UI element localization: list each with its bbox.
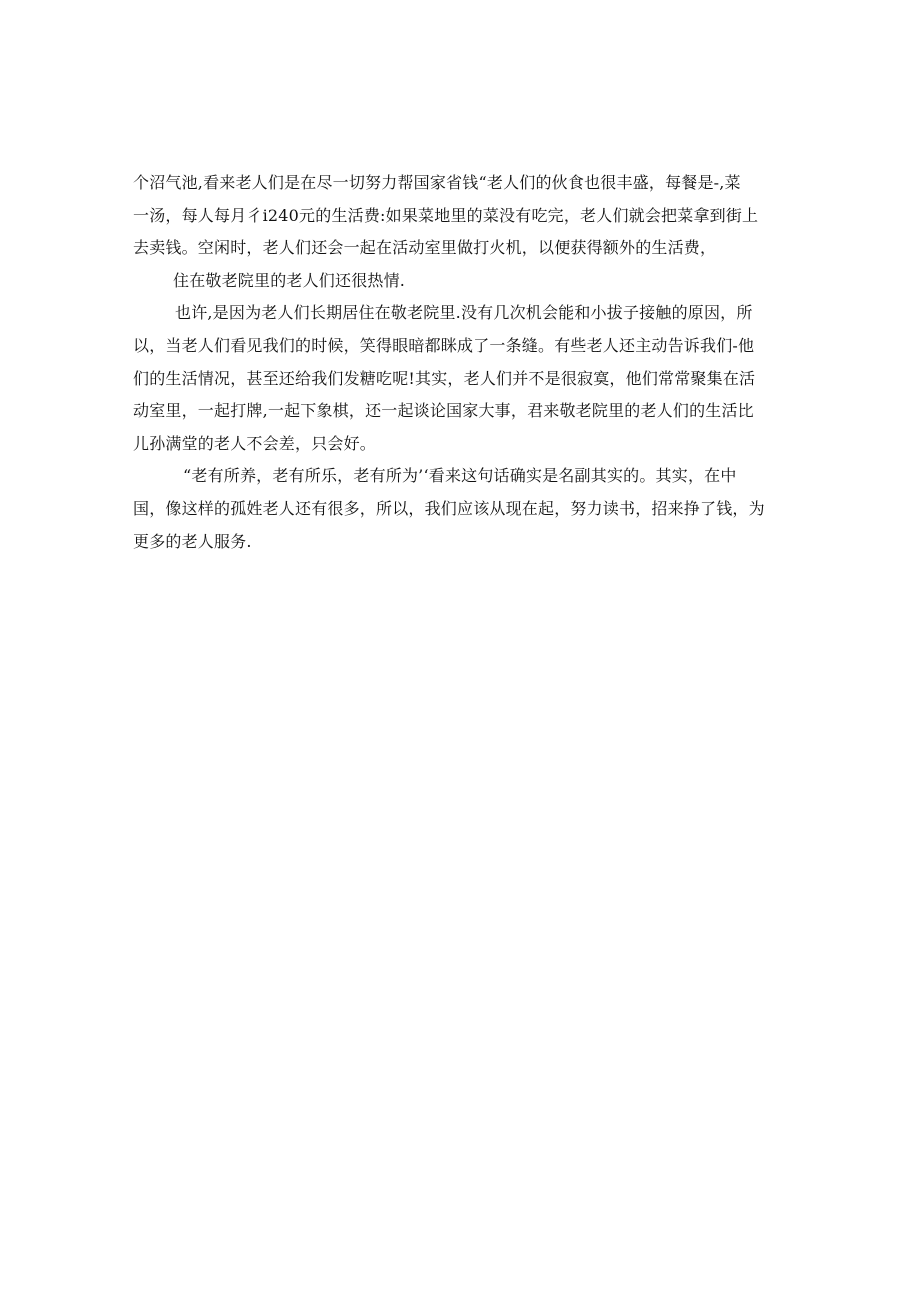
text-line: 住在敬老院里的老人们还很热情. — [173, 270, 406, 290]
text-line: 动室里，一起打牌,一起下象棋，还一起谈论国家大事，君来敬老院里的老人们的生活比 — [133, 401, 754, 421]
text-line: “老有所养，老有所乐，老有所为’‘看来这句话确实是名副其实的。其实，在中 — [183, 466, 737, 486]
text-line: 儿孙满堂的老人不会差，只会好。 — [133, 433, 377, 453]
text-line: 一汤，每人每月彳i240元的生活费:如果菜地里的菜没有吃完，老人们就会把菜拿到街上 — [133, 205, 759, 225]
paragraph-3 — [133, 297, 790, 460]
text-line: 更多的老人服务. — [133, 531, 252, 551]
text-line: 以，当老人们看见我们的时候，笑得眼暗都眯成了一条缝。有些老人还主动告诉我们-他 — [133, 335, 755, 355]
paragraph-4 — [133, 460, 790, 558]
text-line: 国，像这样的孤姓老人还有很多，所以，我们应该从现在起，努力读书，招来挣了钱，为 — [133, 498, 765, 518]
document-body — [133, 167, 790, 558]
text-line: 去卖钱。空闲时，老人们还会一起在活动室里做打火机，以便获得额外的生活费， — [133, 238, 717, 258]
text-line: 个沼气池,看来老人们是在尽一切努力帮国家省钱“老人们的伙食也很丰盛，每餐是-,菜 — [133, 173, 741, 192]
paragraph-1 — [133, 167, 790, 265]
text-line: 们的生活情况，甚至还给我们发糖吃呢!其实，老人们并不是很寂寞，他们常常聚集在活 — [133, 368, 756, 388]
text-line: 也许,是因为老人们长期居住在敬老院里.没有几次机会能和小拔子接触的原因，所 — [175, 303, 753, 323]
paragraph-2 — [133, 265, 790, 298]
